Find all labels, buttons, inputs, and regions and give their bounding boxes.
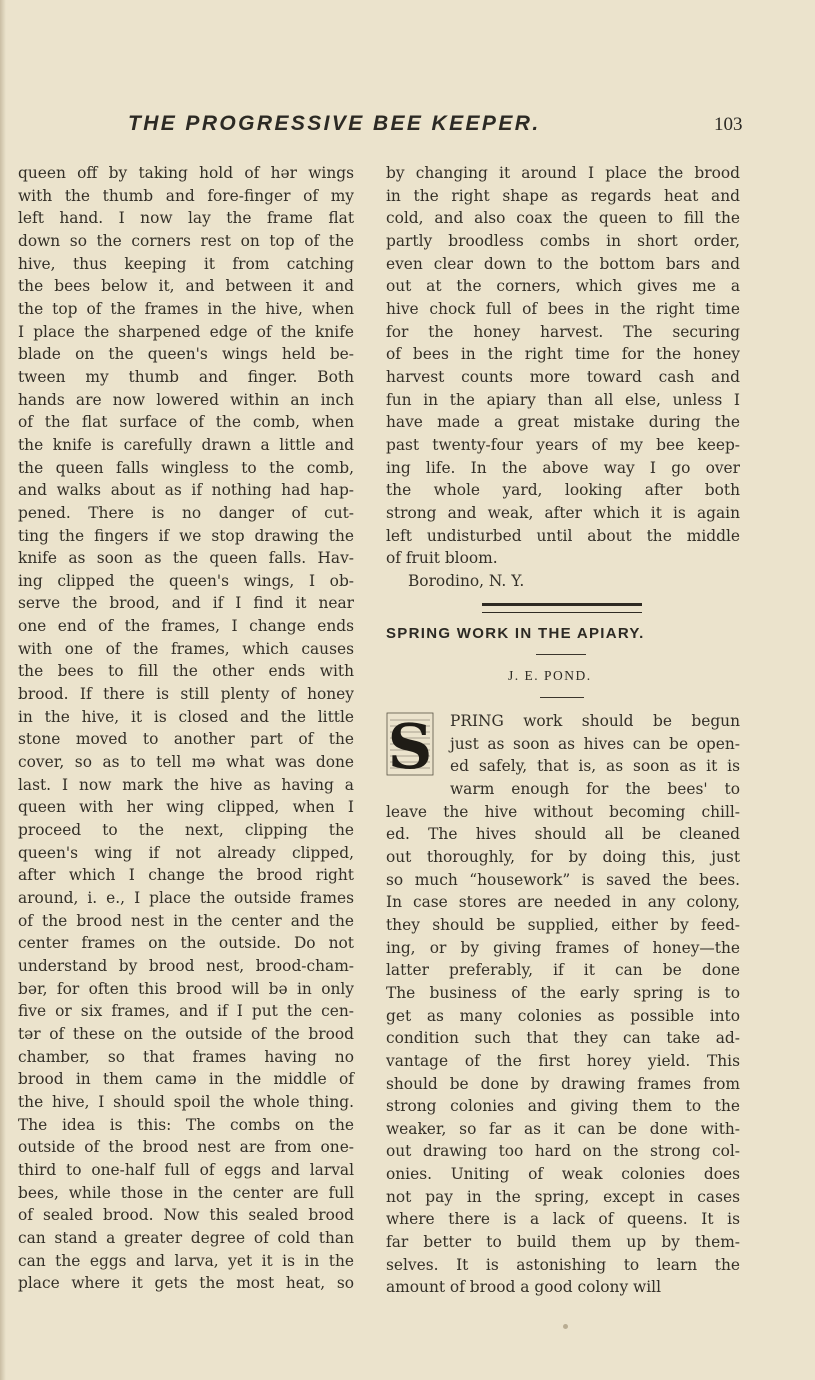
text-line: five or six frames, and if I put the cen- — [18, 1002, 354, 1021]
text-line: amount of brood a good colony will — [386, 1278, 661, 1297]
text-line: get as many colonies as possible into — [386, 1006, 740, 1025]
text-line: ing life. In the above way I go over — [386, 458, 740, 477]
dropcap-s-icon — [386, 712, 434, 776]
article-place-signature: Borodino, N. Y. — [408, 571, 525, 590]
text-line: queen with her wing clipped, when I — [18, 798, 354, 817]
text-line: In case stores are needed in any colony, — [386, 893, 740, 912]
text-line: harvest counts more toward cash and — [386, 367, 740, 386]
text-line: they should be supplied, either by feed- — [386, 915, 740, 934]
text-line: so much “housework” is saved the bees. — [386, 870, 740, 889]
text-line: ed safely, that is, as soon as it is — [450, 757, 740, 776]
text-line: of sealed brood. Now this sealed brood — [18, 1206, 354, 1225]
text-line: understand by brood nest, brood-cham- — [18, 956, 354, 975]
text-line: hive chock full of bees in the right time — [386, 299, 740, 318]
text-line: left hand. I now lay the frame flat — [18, 209, 354, 228]
text-line: hive, thus keeping it from catching — [18, 254, 354, 273]
text-line: last. I now mark the hive as having a — [18, 775, 354, 794]
text-line: with the thumb and fore-finger of my — [18, 186, 354, 205]
text-line: partly broodless combs in short order, — [386, 231, 740, 250]
text-line: The business of the early spring is to — [386, 983, 740, 1002]
article-body — [386, 710, 740, 1299]
page-number: 103 — [714, 114, 743, 135]
text-line: fun in the apiary than all else, unless I — [386, 390, 740, 409]
text-line: of the flat surface of the comb, when — [18, 413, 354, 432]
text-line: can stand a greater degree of cold than — [18, 1228, 354, 1247]
text-line: the bees to fill the other ends with — [18, 662, 354, 681]
text-line: blade on the queen's wings held be- — [18, 345, 354, 364]
text-line: the queen falls wingless to the comb, — [18, 458, 354, 477]
text-line: the whole yard, looking after both — [386, 481, 740, 500]
text-line: the hive, I should spoil the whole thing. — [18, 1092, 354, 1111]
text-line: cover, so as to tell mə what was done — [18, 753, 354, 772]
dropcap-letter: S — [387, 712, 433, 776]
text-line: PRING work should be begun — [450, 712, 740, 730]
text-line: I place the sharpened edge of the knife — [18, 322, 354, 341]
text-line: in the hive, it is closed and the little — [18, 707, 354, 726]
text-line: outside of the brood nest are from one- — [18, 1138, 354, 1157]
text-line: bər, for often this brood will bə in only — [18, 979, 354, 998]
text-line: stone moved to another part of the — [18, 730, 354, 749]
text-line: pened. There is no danger of cut- — [18, 503, 354, 522]
text-line: third to one-half full of eggs and larval — [18, 1160, 354, 1179]
text-line: ed. The hives should all be cleaned — [386, 825, 740, 844]
text-line: place where it gets the most heat, so — [18, 1274, 354, 1293]
right-column-text — [386, 162, 740, 570]
article-heading: SPRING WORK IN THE APIARY. — [386, 625, 645, 642]
text-line: queen off by taking hold of hər wings — [18, 164, 354, 182]
left-column — [18, 162, 354, 1295]
text-line: chamber, so that frames having no — [18, 1047, 354, 1066]
text-line: strong colonies and giving them to the — [386, 1097, 740, 1116]
text-line: of fruit bloom. — [386, 549, 498, 568]
text-line: vantage of the first horey yield. This — [386, 1051, 740, 1070]
text-line: of bees in the right time for the honey — [386, 345, 740, 364]
text-line: where there is a lack of queens. It is — [386, 1210, 740, 1229]
text-line: after which I change the brood right — [18, 866, 354, 885]
text-line: not pay in the spring, except in cases — [386, 1187, 740, 1206]
article-author: J. E. POND. — [508, 668, 592, 683]
text-line: even clear down to the bottom bars and — [386, 254, 740, 273]
text-line: The idea is this: The combs on the — [18, 1115, 354, 1134]
text-line: queen's wing if not already clipped, — [18, 843, 354, 862]
text-line: out at the corners, which gives me a — [386, 277, 740, 296]
text-line: have made a great mistake during the — [386, 413, 740, 432]
text-line: past twenty-four years of my bee keep- — [386, 435, 740, 454]
article-text — [386, 801, 740, 1299]
text-line: condition such that they can take ad- — [386, 1029, 740, 1048]
text-line: can the eggs and larva, yet it is in the — [18, 1251, 354, 1270]
text-line: down so the corners rest on top of the — [18, 231, 354, 250]
page-edge-shadow — [0, 0, 6, 1380]
author-rule — [540, 697, 584, 698]
text-line: hands are now lowered within an inch — [18, 390, 354, 409]
text-line: far better to build them up by them- — [386, 1233, 740, 1252]
text-line: should be done by drawing frames from — [386, 1074, 740, 1093]
text-line: out thoroughly, for by doing this, just — [386, 847, 740, 866]
text-line: of the brood nest in the center and the — [18, 911, 354, 930]
text-line: one end of the frames, I change ends — [18, 617, 354, 636]
text-line: ing, or by giving frames of honey—the — [386, 938, 740, 957]
text-line: brood in them camə in the middle of — [18, 1070, 354, 1089]
text-line: the bees below it, and between it and — [18, 277, 354, 296]
running-header-title: THE PROGRESSIVE BEE KEEPER. — [128, 112, 541, 135]
text-line: strong and weak, after which it is again — [386, 503, 740, 522]
text-line: serve the brood, and if I find it near — [18, 594, 354, 613]
heading-rule — [536, 654, 586, 655]
text-line: out drawing too hard on the strong col- — [386, 1142, 740, 1161]
dropcap-indented-text — [386, 710, 740, 801]
text-line: brood. If there is still plenty of honey — [18, 685, 354, 704]
text-line: onies. Uniting of weak colonies does — [386, 1165, 740, 1184]
text-line: proceed to the next, clipping the — [18, 821, 354, 840]
text-line: ting the fingers if we stop drawing the — [18, 526, 354, 545]
text-line: latter preferably, if it can be done — [386, 961, 740, 980]
text-line: leave the hive without becoming chill- — [386, 802, 740, 821]
text-line: selves. It is astonishing to learn the — [386, 1255, 740, 1274]
right-column — [386, 162, 740, 592]
text-line: and walks about as if nothing had hap- — [18, 481, 354, 500]
text-line: by changing it around I place the brood — [386, 164, 740, 182]
text-line: knife as soon as the queen falls. Hav- — [18, 549, 354, 568]
text-line: center frames on the outside. Do not — [18, 934, 354, 953]
text-line: in the right shape as regards heat and — [386, 186, 740, 205]
text-line: cold, and also coax the queen to fill the — [386, 209, 740, 228]
text-line: the top of the frames in the hive, when — [18, 299, 354, 318]
text-line: around, i. e., I place the outside frames — [18, 889, 354, 907]
text-line: tər of these on the outside of the brood — [18, 1024, 354, 1043]
text-line: the knife is carefully drawn a little and — [18, 435, 354, 454]
article-separator-rule — [482, 603, 642, 613]
text-line: bees, while those in the center are full — [18, 1183, 354, 1202]
text-line: for the honey harvest. The securing — [386, 322, 740, 341]
text-line: tween my thumb and finger. Both — [18, 367, 354, 386]
text-line: with one of the frames, which causes — [18, 639, 354, 658]
text-line: warm enough for the bees' to — [450, 779, 740, 798]
text-line: left undisturbed until about the middle — [386, 526, 740, 545]
text-line: ing clipped the queen's wings, I ob- — [18, 571, 354, 590]
text-line: just as soon as hives can be open- — [450, 734, 740, 753]
paper-speck — [563, 1324, 568, 1329]
text-line: weaker, so far as it can be done with- — [386, 1119, 740, 1138]
